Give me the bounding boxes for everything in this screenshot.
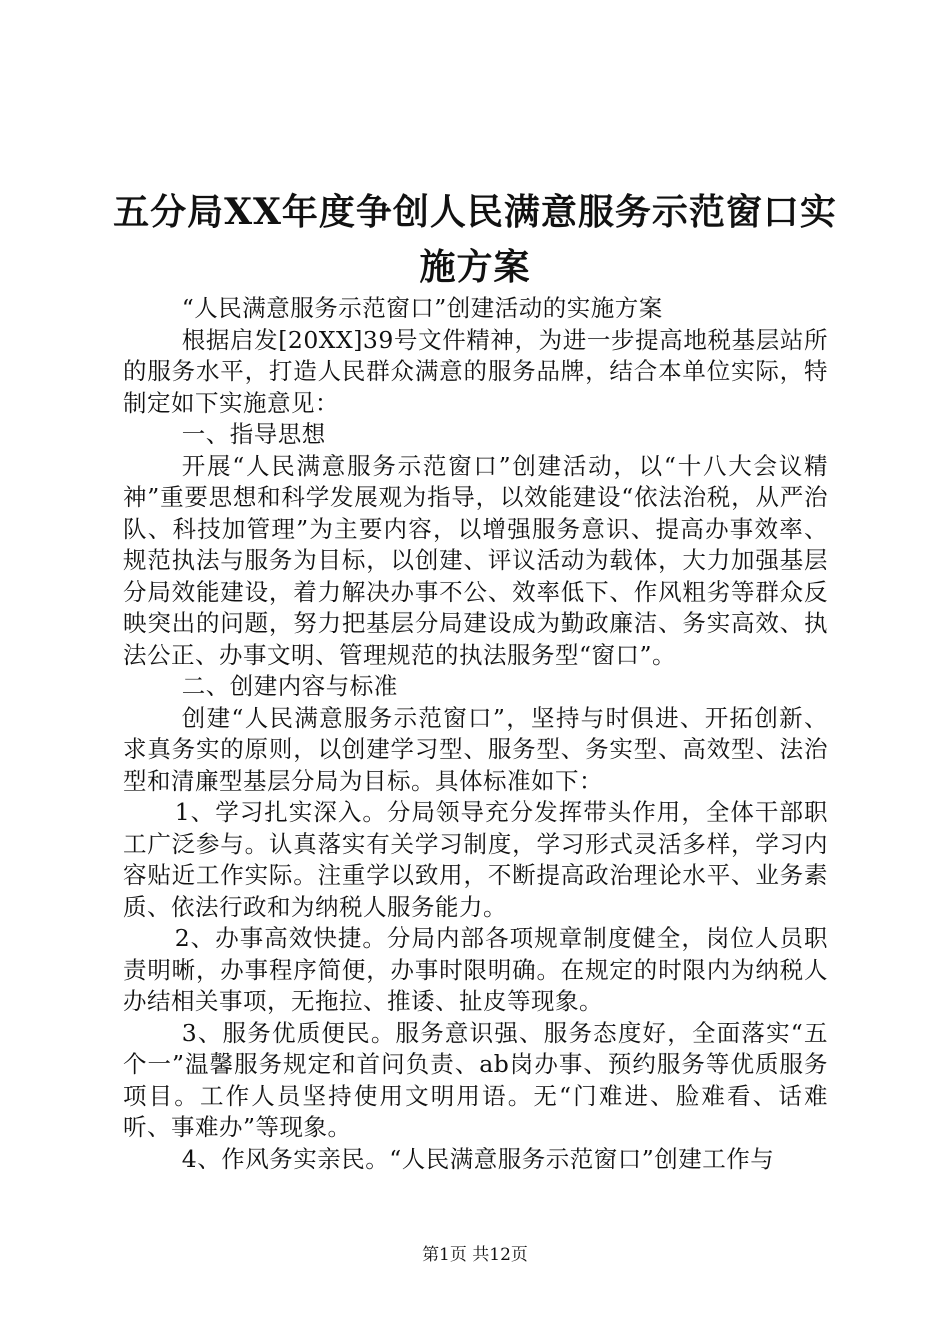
paragraph-subtitle: “人民满意服务示范窗口”创建活动的实施方案 — [181, 294, 663, 322]
list-item-4: 4、作风务实亲民。“人民满意服务示范窗口”创建工作与 — [181, 1144, 775, 1173]
section-heading-1: 一、指导思想 — [181, 420, 326, 448]
page-footer: 第1页 共12页 — [422, 1245, 528, 1265]
paragraph-guiding-thought: 开展“人民满意服务示范窗口”创建活动，以“十八大会议精神”重要思想和科学发展观为指导，以效能建设“依法治税，从严治队、科技加管理”为主要内容，以增强服务意识、提高办事效率、规范执法与服务为目标，以创建、评议活动为载体，大力加强基层分局效能建设，着力解决办事不公、效率低下、作风粗劣等群众反映突出的问题，努力把基层分局建设成为勤政廉洁、务实高效、执法公正、办事文明、管理规范的执法服务型“窗口”。 — [123, 451, 828, 669]
section-heading-2: 二、创建内容与标准 — [181, 672, 398, 700]
paragraph-content-standard: 创建“人民满意服务示范窗口”，坚持与时俱进、开拓创新、求真务实的原则，以创建学习型、服务型、务实型、高效型、法治型和清廉型基层分局为目标。具体标准如下： — [123, 703, 828, 795]
document-body — [123, 293, 828, 1175]
list-item-3: 3、服务优质便民。服务意识强、服务态度好，全面落实“五个一”温馨服务规定和首问负责、ab岗办事、预约服务等优质服务项目。工作人员坚持使用文明用语。无“门难进、脸难看、话难听、事难办”等现象。 — [123, 1018, 828, 1141]
list-item-2: 2、办事高效快捷。分局内部各项规章制度健全，岗位人员职责明晰，办事程序简便，办事时限明确。在规定的时限内为纳税人办结相关事项，无拖拉、推诿、扯皮等现象。 — [123, 924, 828, 1015]
paragraph-intro: 根据启发[20XX]39号文件精神，为进一步提高地税基层站所的服务水平，打造人民群众满意的服务品牌，结合本单位实际，特制定如下实施意见： — [123, 325, 828, 417]
document-title-line-1: 五分局XX年度争创人民满意服务示范窗口实 — [113, 191, 837, 233]
document-title-line-2: 施方案 — [419, 246, 531, 288]
list-item-1: 1、学习扎实深入。分局领导充分发挥带头作用，全体干部职工广泛参与。认真落实有关学习制度，学习形式灵活多样，学习内容贴近工作实际。注重学以致用，不断提高政治理论水平、业务素质、依法行政和为纳税人服务能力。 — [123, 798, 828, 921]
